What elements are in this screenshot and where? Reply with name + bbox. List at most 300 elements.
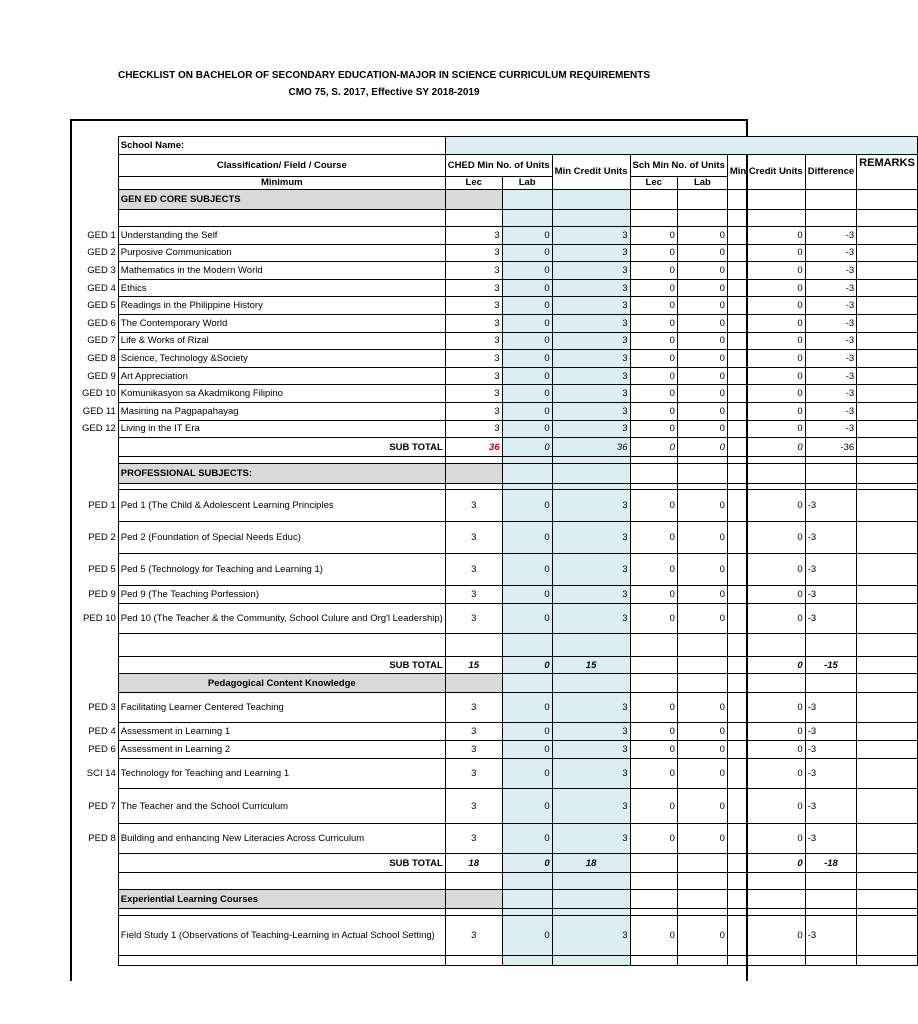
- course-row: [80, 385, 917, 403]
- subtotal-sch-min: 0: [727, 438, 805, 457]
- min-credit-value: 3: [552, 297, 630, 315]
- empty-cell: [857, 674, 918, 693]
- course-name: Komunikasyon sa Akadmikong Filipino: [118, 385, 445, 403]
- min-credit-value: 3: [552, 314, 630, 332]
- sch-lab-value: 0: [677, 522, 727, 554]
- empty-cell: [552, 210, 630, 227]
- sch-lec-header: Lec: [630, 177, 677, 190]
- sch-lec-value: 0: [630, 385, 677, 403]
- code-cell: [80, 210, 118, 227]
- course-name: Life & Works of Rizal: [118, 332, 445, 350]
- course-name: Purposive Communication: [118, 244, 445, 262]
- course-name: Ped 5 (Technology for Teaching and Learning 1): [118, 554, 445, 586]
- sch-lab-value: 0: [677, 314, 727, 332]
- empty-cell: [727, 674, 805, 693]
- ched-lab-value: 0: [502, 916, 552, 956]
- ched-lab-value: 0: [502, 490, 552, 522]
- empty-cell: [630, 854, 677, 873]
- remarks-cell: [857, 604, 918, 634]
- empty-cell: [445, 890, 502, 909]
- empty-cell: [552, 190, 630, 210]
- course-code: PED 4: [88, 726, 116, 738]
- sch-lec-value: 0: [630, 824, 677, 854]
- subtotal-sch-min: 0: [727, 854, 805, 873]
- remarks-cell: [857, 854, 918, 873]
- sch-lec-value: 0: [630, 332, 677, 350]
- remarks-cell: [857, 279, 918, 297]
- difference-value: -3: [805, 522, 856, 554]
- course-row: [80, 789, 917, 824]
- remarks-cell: [857, 723, 918, 741]
- remarks-cell: [857, 824, 918, 854]
- empty-cell: [118, 457, 445, 464]
- section-title: Pedagogical Content Knowledge: [118, 674, 445, 693]
- difference-value: -3: [805, 420, 856, 438]
- empty-cell: [445, 634, 502, 657]
- empty-cell: [502, 873, 552, 890]
- ched-lab-value: 0: [502, 297, 552, 315]
- course-name: Masining na Pagpapahayag: [118, 402, 445, 420]
- course-row: [80, 297, 917, 315]
- subtotal-lab: 0: [502, 438, 552, 457]
- empty-cell: [552, 909, 630, 916]
- empty-cell: [857, 909, 918, 916]
- sch-min-credit-value: 0: [727, 554, 805, 586]
- sch-lec-value: 0: [630, 490, 677, 522]
- sch-min-credit-value: 0: [727, 741, 805, 759]
- ched-lec-value: 3: [445, 554, 502, 586]
- sch-min-credit-value: 0: [727, 604, 805, 634]
- course-name: Living in the IT Era: [118, 420, 445, 438]
- course-code: [80, 916, 118, 956]
- sch-lec-value: 0: [630, 741, 677, 759]
- course-row: [80, 279, 917, 297]
- sch-lab-value: 0: [677, 693, 727, 723]
- difference-value: -3: [805, 824, 856, 854]
- sch-lec-value: 0: [630, 350, 677, 368]
- ched-lec-value: 3: [445, 723, 502, 741]
- sch-lab-value: 0: [677, 586, 727, 604]
- sch-min-credit-value: 0: [727, 367, 805, 385]
- min-credit-value: 3: [552, 604, 630, 634]
- sch-lec-value: 0: [630, 297, 677, 315]
- ched-lab-value: 0: [502, 262, 552, 280]
- course-row: [80, 367, 917, 385]
- empty-cell: [677, 674, 727, 693]
- sch-lab-value: 0: [677, 350, 727, 368]
- difference-value: -3: [805, 279, 856, 297]
- empty-cell: [445, 956, 502, 966]
- course-code: PED 3: [88, 702, 116, 714]
- empty-cell: [502, 634, 552, 657]
- difference-value: -3: [805, 402, 856, 420]
- course-row: [80, 402, 917, 420]
- empty-cell: [857, 956, 918, 966]
- course-code: PED 1: [88, 500, 116, 512]
- empty-cell: [805, 464, 856, 484]
- min-credit-value: 3: [552, 723, 630, 741]
- course-row: [80, 522, 917, 554]
- ched-lec-value: 3: [445, 586, 502, 604]
- difference-value: -3: [805, 759, 856, 789]
- empty-cell: [857, 890, 918, 909]
- min-credit-value: 3: [552, 420, 630, 438]
- remarks-cell: [857, 586, 918, 604]
- sch-lec-value: 0: [630, 604, 677, 634]
- sch-lec-value: 0: [630, 723, 677, 741]
- ched-lec-value: 3: [445, 367, 502, 385]
- course-code: GED 9: [87, 370, 116, 382]
- ched-lec-value: 3: [445, 402, 502, 420]
- subtotal-row: [80, 854, 917, 873]
- course-code: GED 10: [82, 388, 116, 400]
- empty-cell: [857, 634, 918, 657]
- document-subtitle: CMO 75, S. 2017, Effective SY 2018-2019: [288, 87, 480, 98]
- school-name-row: [80, 137, 917, 155]
- ched-lec-value: 3: [445, 693, 502, 723]
- course-row: [80, 244, 917, 262]
- course-code: GED 6: [87, 317, 116, 329]
- sch-min-credit-value: 0: [727, 350, 805, 368]
- sch-min-credit-value: 0: [727, 522, 805, 554]
- min-credit-value: 3: [552, 367, 630, 385]
- course-code: GED 3: [87, 264, 116, 276]
- ched-lab-value: 0: [502, 824, 552, 854]
- min-credit-value: 3: [552, 789, 630, 824]
- empty-cell: [552, 457, 630, 464]
- empty-cell: [677, 890, 727, 909]
- empty-cell: [727, 890, 805, 909]
- remarks-cell: [857, 438, 918, 457]
- ched-lec-value: 3: [445, 279, 502, 297]
- sch-lab-value: 0: [677, 227, 727, 245]
- remarks-cell: [857, 314, 918, 332]
- ched-lab-value: 0: [502, 420, 552, 438]
- course-code: PED 6: [88, 744, 116, 756]
- sch-min-credit-value: 0: [727, 916, 805, 956]
- subtotal-sch-min: 0: [727, 657, 805, 674]
- sch-lab-value: 0: [677, 420, 727, 438]
- difference-value: -3: [805, 262, 856, 280]
- empty-cell: [727, 457, 805, 464]
- empty-cell: [445, 674, 502, 693]
- difference-value: -3: [805, 314, 856, 332]
- empty-cell: [552, 956, 630, 966]
- remarks-cell: [857, 759, 918, 789]
- sch-lab-value: 0: [677, 741, 727, 759]
- sch-min-credit-value: 0: [727, 586, 805, 604]
- ched-lec-value: 3: [445, 490, 502, 522]
- sch-lab-value: 0: [677, 789, 727, 824]
- empty-cell: [677, 657, 727, 674]
- empty-cell: [857, 210, 918, 227]
- ched-units-header: CHED Min No. of Units: [445, 155, 552, 177]
- ched-lec-value: 3: [445, 741, 502, 759]
- empty-cell: [630, 190, 677, 210]
- sch-lab-value: 0: [677, 759, 727, 789]
- course-name: Assessment in Learning 1: [118, 723, 445, 741]
- empty-cell: [857, 457, 918, 464]
- empty-cell: [805, 634, 856, 657]
- sch-lab-value: 0: [677, 367, 727, 385]
- difference-value: -3: [805, 297, 856, 315]
- remarks-cell: [857, 367, 918, 385]
- sch-min-credit-value: 0: [727, 262, 805, 280]
- course-name: Technology for Teaching and Learning 1: [118, 759, 445, 789]
- document-title: CHECKLIST ON BACHELOR OF SECONDARY EDUCATION-MAJOR IN SCIENCE CURRICULUM REQUIREMENTS: [117, 70, 651, 81]
- code-cell: [80, 190, 118, 210]
- sch-lec-value: 0: [630, 554, 677, 586]
- course-name: Science, Technology &Society: [118, 350, 445, 368]
- ched-lab-value: 0: [502, 723, 552, 741]
- remarks-cell: [857, 554, 918, 586]
- ched-lec-value: 3: [445, 522, 502, 554]
- min-credit-value: 3: [552, 522, 630, 554]
- empty-cell: [630, 956, 677, 966]
- ched-lab-value: 0: [502, 522, 552, 554]
- subtotal-row: [80, 657, 917, 674]
- empty-cell: [118, 956, 445, 966]
- sch-lab-value: 0: [677, 604, 727, 634]
- empty-cell: [805, 956, 856, 966]
- sch-min-credit-value: 0: [727, 723, 805, 741]
- empty-cell: [857, 873, 918, 890]
- empty-cell: [118, 909, 445, 916]
- remarks-header: REMARKS: [857, 155, 918, 190]
- remarks-cell: [857, 402, 918, 420]
- empty-cell: [805, 457, 856, 464]
- ched-lab-value: 0: [502, 759, 552, 789]
- code-cell: [80, 438, 118, 457]
- sch-min-credit-value: 0: [727, 402, 805, 420]
- sch-min-credit-value: 0: [727, 332, 805, 350]
- empty-cell: [118, 210, 445, 227]
- subtotal-label: SUB TOTAL: [118, 438, 445, 457]
- course-name: Field Study 1 (Observations of Teaching-Learning in Actual School Setting): [118, 916, 445, 956]
- empty-cell: [502, 190, 552, 210]
- section-title: GEN ED CORE SUBJECTS: [118, 190, 445, 210]
- empty-cell: [677, 634, 727, 657]
- subtotal-diff: -15: [805, 657, 856, 674]
- header-row-1: [80, 155, 917, 166]
- empty-cell: [552, 464, 630, 484]
- course-code: PED 5: [88, 564, 116, 576]
- remarks-cell: [857, 332, 918, 350]
- course-code: PED 8: [88, 833, 116, 845]
- course-row: [80, 420, 917, 438]
- ched-lab-value: 0: [502, 350, 552, 368]
- course-row: [80, 723, 917, 741]
- remarks-cell: [857, 789, 918, 824]
- lab-header: Lab: [502, 177, 552, 190]
- ched-lec-value: 3: [445, 332, 502, 350]
- curriculum-table: [80, 136, 918, 966]
- blank-row: [80, 956, 917, 966]
- empty-cell: [445, 464, 502, 484]
- difference-value: -3: [805, 604, 856, 634]
- course-name: Ped 9 (The Teaching Porfession): [118, 586, 445, 604]
- course-name: The Teacher and the School Curriculum: [118, 789, 445, 824]
- course-row: [80, 741, 917, 759]
- section-title: PROFESSIONAL SUBJECTS:: [118, 464, 445, 484]
- sch-lab-value: 0: [677, 824, 727, 854]
- sch-min-credit-value: 0: [727, 824, 805, 854]
- school-name-label: School Name:: [118, 137, 445, 155]
- subtotal-sch-lab: 0: [677, 438, 727, 457]
- ched-lab-value: 0: [502, 367, 552, 385]
- sch-lec-value: 0: [630, 402, 677, 420]
- sch-lab-value: 0: [677, 916, 727, 956]
- code-cell: [80, 674, 118, 693]
- empty-cell: [727, 210, 805, 227]
- course-name: Art Appreciation: [118, 367, 445, 385]
- blank-row: [80, 873, 917, 890]
- subtotal-min: 18: [552, 854, 630, 873]
- remarks-cell: [857, 297, 918, 315]
- difference-value: -3: [805, 490, 856, 522]
- sch-lab-value: 0: [677, 279, 727, 297]
- empty-cell: [677, 873, 727, 890]
- difference-value: -3: [805, 554, 856, 586]
- empty-cell: [552, 873, 630, 890]
- empty-cell: [630, 890, 677, 909]
- empty-cell: [445, 909, 502, 916]
- remarks-cell: [857, 420, 918, 438]
- ched-lab-value: 0: [502, 332, 552, 350]
- empty-cell: [727, 464, 805, 484]
- code-cell: [80, 890, 118, 909]
- ched-lec-value: 3: [445, 916, 502, 956]
- sch-min-credit-units-header: Min Credit Units: [727, 155, 805, 190]
- empty-cell: [630, 464, 677, 484]
- course-name: Building and enhancing New Literacies Across Curriculum: [118, 824, 445, 854]
- remarks-cell: [857, 916, 918, 956]
- min-credit-value: 3: [552, 824, 630, 854]
- empty-cell: [677, 909, 727, 916]
- empty-cell: [118, 634, 445, 657]
- difference-value: -3: [805, 350, 856, 368]
- subtotal-lec: 36: [445, 438, 502, 457]
- empty-cell: [118, 873, 445, 890]
- code-cell: [80, 909, 118, 916]
- difference-value: -3: [805, 723, 856, 741]
- empty-cell: [727, 190, 805, 210]
- sch-min-credit-value: 0: [727, 244, 805, 262]
- empty-cell: [630, 909, 677, 916]
- subtotal-row: [80, 438, 917, 457]
- min-credit-value: 3: [552, 586, 630, 604]
- difference-value: -3: [805, 227, 856, 245]
- course-code: PED 9: [88, 589, 116, 601]
- subtotal-diff: -36: [805, 438, 856, 457]
- course-name: Mathematics in the Modern World: [118, 262, 445, 280]
- empty-cell: [630, 657, 677, 674]
- remarks-cell: [857, 262, 918, 280]
- ched-lab-value: 0: [502, 385, 552, 403]
- min-credit-units-header: Min Credit Units: [552, 155, 630, 190]
- sch-lec-value: 0: [630, 916, 677, 956]
- code-cell: [80, 457, 118, 464]
- empty-cell: [677, 464, 727, 484]
- subtotal-label: SUB TOTAL: [118, 854, 445, 873]
- empty-cell: [805, 210, 856, 227]
- empty-cell: [677, 854, 727, 873]
- course-row: [80, 332, 917, 350]
- school-name-field[interactable]: [445, 137, 917, 155]
- ched-lab-value: 0: [502, 402, 552, 420]
- difference-header: Difference: [805, 155, 856, 190]
- min-credit-value: 3: [552, 262, 630, 280]
- sch-lec-value: 0: [630, 279, 677, 297]
- sch-lec-value: 0: [630, 227, 677, 245]
- min-credit-value: 3: [552, 279, 630, 297]
- blank-row: [80, 457, 917, 464]
- code-cell: [80, 634, 118, 657]
- course-name: Ped 1 (The Child & Adolescent Learning Principles: [118, 490, 445, 522]
- blank-row: [80, 210, 917, 227]
- difference-value: -3: [805, 586, 856, 604]
- sch-lab-value: 0: [677, 297, 727, 315]
- sch-min-credit-value: 0: [727, 420, 805, 438]
- section-header-row: [80, 190, 917, 210]
- course-code: PED 2: [88, 532, 116, 544]
- course-row: [80, 916, 917, 956]
- empty-cell: [805, 873, 856, 890]
- empty-cell: [805, 674, 856, 693]
- ched-lab-value: 0: [502, 789, 552, 824]
- course-code: GED 7: [87, 335, 116, 347]
- course-code: PED 10: [83, 613, 116, 625]
- sch-min-credit-value: 0: [727, 693, 805, 723]
- remarks-cell: [857, 522, 918, 554]
- ched-lec-value: 3: [445, 350, 502, 368]
- section-header-row: [80, 890, 917, 909]
- course-name: Understanding the Self: [118, 227, 445, 245]
- course-code: GED 12: [82, 423, 116, 435]
- code-cell: [80, 464, 118, 484]
- difference-value: -3: [805, 332, 856, 350]
- sch-lab-value: 0: [677, 554, 727, 586]
- course-name: The Contemporary World: [118, 314, 445, 332]
- empty-cell: [502, 909, 552, 916]
- sch-min-credit-value: 0: [727, 490, 805, 522]
- remarks-cell: [857, 244, 918, 262]
- ched-lec-value: 3: [445, 227, 502, 245]
- ched-lab-value: 0: [502, 586, 552, 604]
- subtotal-diff: -18: [805, 854, 856, 873]
- classification-header: Classification/ Field / Course: [118, 155, 445, 177]
- empty-cell: [857, 190, 918, 210]
- ched-lab-value: 0: [502, 693, 552, 723]
- min-credit-value: 3: [552, 402, 630, 420]
- ched-lab-value: 0: [502, 604, 552, 634]
- empty-cell: [445, 873, 502, 890]
- sch-min-credit-value: 0: [727, 227, 805, 245]
- course-row: [80, 604, 917, 634]
- course-name: Ped 10 (The Teacher & the Community, School Culure and Org'l Leadership): [118, 604, 445, 634]
- remarks-cell: [857, 657, 918, 674]
- min-credit-value: 3: [552, 741, 630, 759]
- code-cell: [80, 956, 118, 966]
- course-row: [80, 586, 917, 604]
- course-name: Assessment in Learning 2: [118, 741, 445, 759]
- remarks-cell: [857, 385, 918, 403]
- empty-cell: [630, 210, 677, 227]
- course-code: GED 2: [87, 247, 116, 259]
- sch-lab-value: 0: [677, 332, 727, 350]
- section-header-row: [80, 674, 917, 693]
- code-cell: [80, 657, 118, 674]
